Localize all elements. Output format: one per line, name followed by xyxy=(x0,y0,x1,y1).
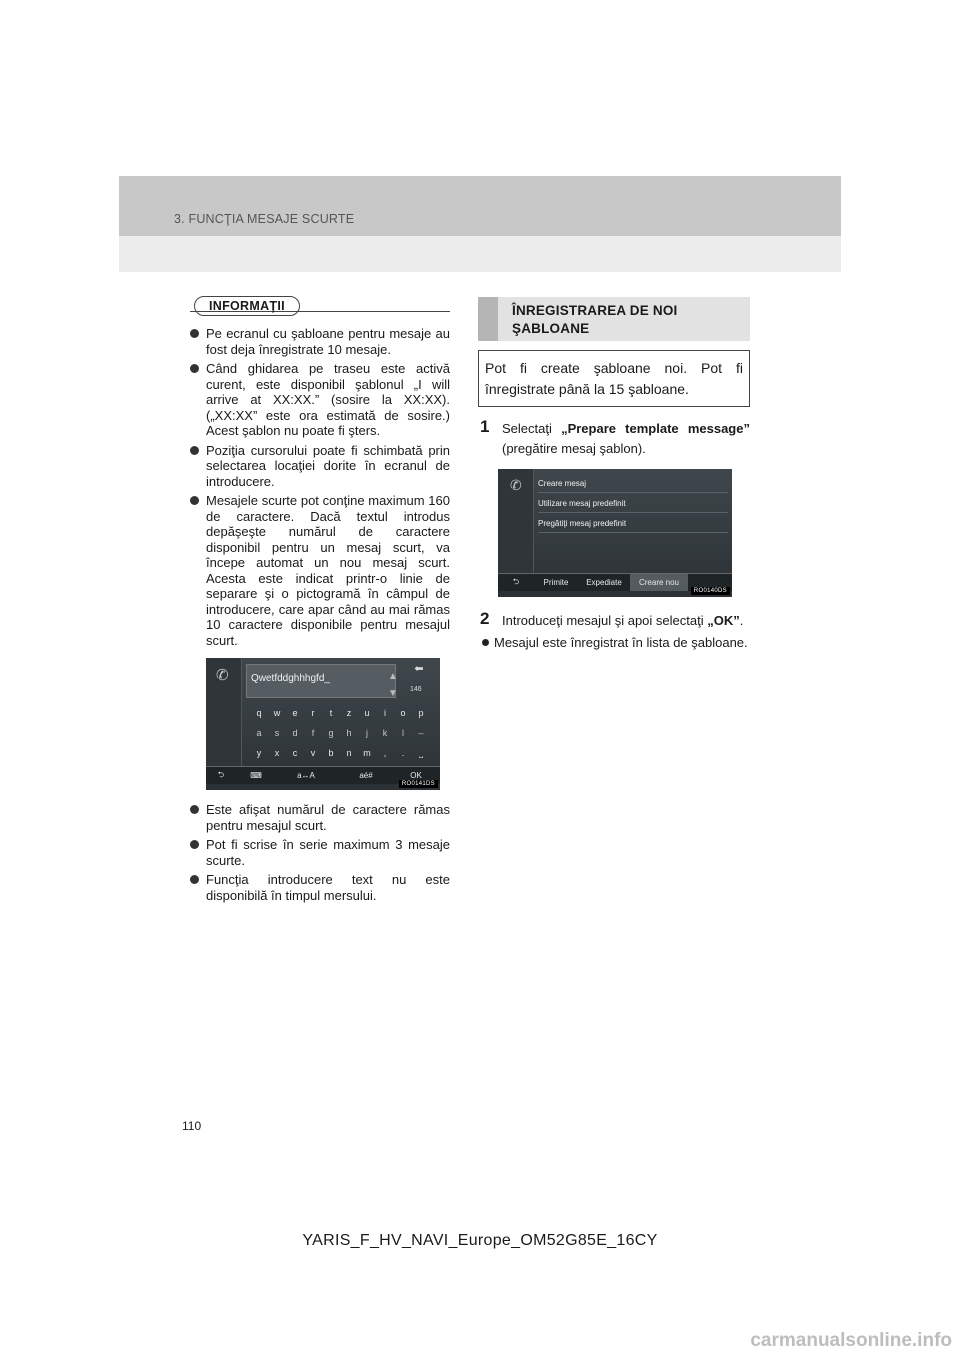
key-row-3 xyxy=(250,748,430,759)
key[interactable]: – xyxy=(418,728,424,738)
key[interactable]: a xyxy=(256,728,262,738)
page-number: 110 xyxy=(182,1119,202,1133)
bullet-icon xyxy=(190,496,199,505)
key[interactable]: f xyxy=(311,728,315,738)
key[interactable]: g xyxy=(328,728,334,738)
list-item: Mesajele scurte pot conţine maximum 160 de caractere. Dacă textul introdus depăşeşte numărul de caractere disponibil pentru un mesaj scurt, va începe automat un nou mesaj scurt. Acesta este indicat printr-o linie de separare şi o pictogramă în câmpul de introducere, care apar când au mai rămas 10 caractere disponibile pentru mesajul scurt. xyxy=(190,493,450,648)
list-item: Mesajul este înregistrat în lista de şabloane. xyxy=(478,635,750,651)
info-bullets-top xyxy=(190,326,450,648)
key[interactable]: l xyxy=(402,728,404,738)
key[interactable]: ⎵ xyxy=(419,748,423,758)
watermark: carmanualsonline.info xyxy=(750,1330,952,1351)
key[interactable]: . xyxy=(401,748,405,758)
back-button[interactable]: ⮌ xyxy=(512,576,520,586)
key-row-2 xyxy=(250,728,430,738)
step-number: 2 xyxy=(480,609,490,628)
step-1: 1 Selectaţi „Prepare template message” (pregătire mesaj şablon). xyxy=(480,417,750,456)
key[interactable]: t xyxy=(329,708,333,718)
key[interactable]: o xyxy=(400,708,406,718)
list-item: Funcţia introducere text nu este disponibilă în timpul mersului. xyxy=(190,872,450,903)
step-number: 1 xyxy=(480,417,490,436)
step-2-target: „OK” xyxy=(707,613,740,628)
key[interactable]: s xyxy=(274,728,280,738)
key[interactable]: , xyxy=(383,748,387,758)
menu-screenshot xyxy=(498,469,732,597)
symbols-button[interactable]: aé# xyxy=(359,771,373,780)
info-tab: INFORMAŢII xyxy=(194,296,300,316)
key[interactable]: c xyxy=(292,748,298,758)
step-2-result xyxy=(478,635,750,651)
register-note: Pot fi create şabloane noi. Pot fi înregistrate până la 15 şabloane. xyxy=(478,350,750,407)
key[interactable]: d xyxy=(292,728,298,738)
list-item: Pot fi scrise în serie maximum 3 mesaje scurte. xyxy=(190,837,450,868)
key[interactable]: i xyxy=(384,708,386,718)
message-input[interactable]: Qwetfddghhhgfd_ xyxy=(246,664,396,698)
phone-icon: ✆ xyxy=(510,477,522,493)
tab-received[interactable]: Primite xyxy=(543,578,569,587)
key[interactable]: e xyxy=(292,708,298,718)
key[interactable]: p xyxy=(418,708,424,718)
key[interactable]: b xyxy=(328,748,334,758)
list-item: Când ghidarea pe traseu este activă curent, este disponibil şablonul „I will arrive at XX:XX.” (sosire la XX:XX). („XX:XX” este ora estimată de sosire.) Acest şablon nu poate fi şters. xyxy=(190,361,450,439)
document-code: YARIS_F_HV_NAVI_Europe_OM52G85E_16CY xyxy=(302,1232,658,1249)
figure-code: RO0141DS xyxy=(399,780,438,788)
register-column xyxy=(478,297,750,651)
section-title: 3. FUNCŢIA MESAJE SCURTE xyxy=(174,212,355,226)
scroll-arrows-icon[interactable]: ▲ ▼ xyxy=(388,671,398,699)
key[interactable]: x xyxy=(274,748,280,758)
key[interactable]: q xyxy=(256,708,262,718)
bullet-icon xyxy=(190,364,199,373)
info-bullets-bottom xyxy=(190,802,450,903)
register-title-box xyxy=(478,297,750,341)
bullet-icon xyxy=(190,329,199,338)
header-top-band xyxy=(119,176,841,236)
keyboard-icon[interactable]: ⌨ xyxy=(250,771,262,780)
list-item: Pe ecranul cu şabloane pentru mesaje au fost deja înregistrate 10 mesaje. xyxy=(190,326,450,357)
backspace-icon[interactable]: ⬅ xyxy=(414,663,424,675)
phone-icon: ✆ xyxy=(216,667,229,684)
tab-create-new[interactable]: Creare nou xyxy=(630,574,688,591)
bullet-icon xyxy=(190,875,199,884)
key-row-1 xyxy=(250,708,430,718)
step-2: 2 Introduceţi mesajul şi apoi selectaţi „OK”. xyxy=(480,609,744,628)
key[interactable]: z xyxy=(346,708,352,718)
key[interactable]: h xyxy=(346,728,352,738)
bullet-icon xyxy=(190,805,199,814)
bullet-icon xyxy=(190,840,199,849)
tab-sent[interactable]: Expediate xyxy=(586,578,622,587)
register-title: ÎNREGISTRAREA DE NOI ŞABLOANE xyxy=(512,303,678,336)
ok-button[interactable]: OK xyxy=(410,771,422,780)
menu-item-create[interactable]: Creare mesaj xyxy=(538,473,728,493)
key[interactable]: k xyxy=(382,728,388,738)
step-1-target: „Prepare template message” xyxy=(561,421,750,436)
list-item: Poziţia cursorului poate fi schimbată prin selectarea locaţiei dorite în ecranul de introducere. xyxy=(190,443,450,490)
char-count: 146 xyxy=(410,686,422,693)
key[interactable]: y xyxy=(256,748,262,758)
info-column xyxy=(190,296,450,907)
key[interactable]: w xyxy=(273,708,281,718)
bullet-icon xyxy=(190,446,199,455)
key[interactable]: r xyxy=(311,708,315,718)
keyboard-screenshot xyxy=(206,658,440,790)
title-bar-accent xyxy=(478,297,498,341)
case-toggle-button[interactable]: a↔A xyxy=(297,771,315,780)
list-item: Este afişat numărul de caractere rămas pentru mesajul scurt. xyxy=(190,802,450,833)
menu-item-prepare-template[interactable]: Pregătiţi mesaj predefinit xyxy=(538,513,728,533)
key[interactable]: n xyxy=(346,748,352,758)
menu-item-use-template[interactable]: Utilizare mesaj predefinit xyxy=(538,493,728,513)
key[interactable]: v xyxy=(310,748,316,758)
back-button[interactable]: ⮌ xyxy=(217,769,225,779)
figure-code: RO0140DS xyxy=(691,587,730,595)
key[interactable]: m xyxy=(363,748,371,758)
key[interactable]: u xyxy=(364,708,370,718)
key[interactable]: j xyxy=(366,728,368,738)
